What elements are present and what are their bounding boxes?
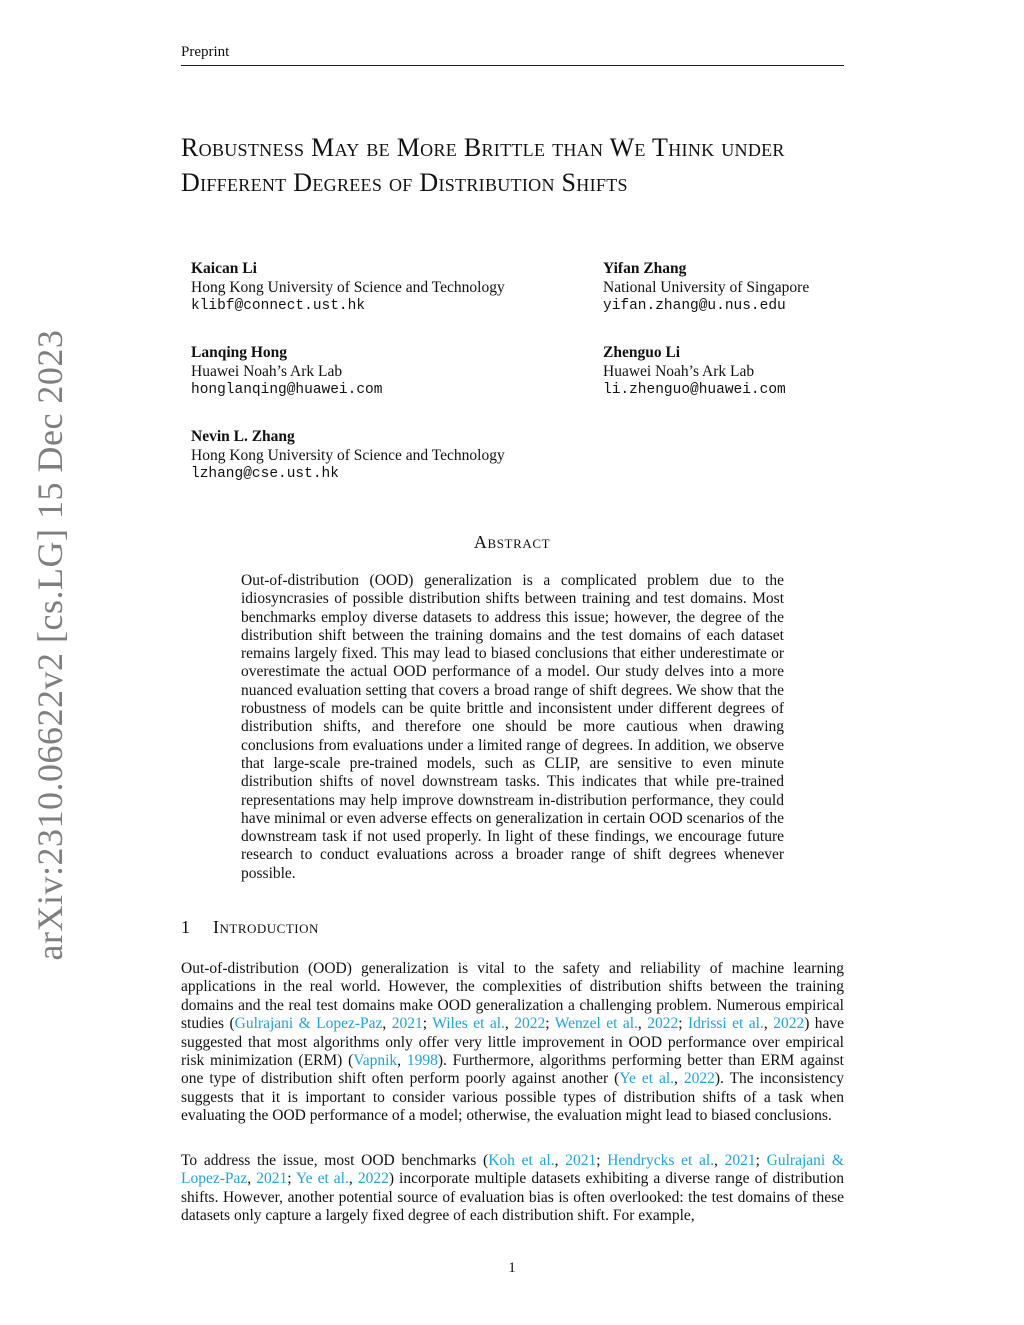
author-name: Nevin L. Zhang <box>191 428 295 445</box>
running-header: Preprint <box>181 44 230 60</box>
citation-link[interactable]: Gulrajani & Lopez-Paz <box>181 1152 844 1188</box>
citation-link[interactable]: Ye et al. <box>619 1070 675 1088</box>
citation-link[interactable]: 2021 <box>256 1170 288 1188</box>
citation-link[interactable]: 2021 <box>565 1152 597 1169</box>
author-email[interactable]: klibf@connect.ust.hk <box>191 298 366 314</box>
header-rule <box>181 65 844 66</box>
citation-link[interactable]: Ye et al. <box>296 1170 349 1188</box>
intro-paragraph-1: Out-of-distribution (OOD) generalization is vital to the safety and reliability of machine learning applications in the real world. However, the complexities of distribution shifts between the training domains and the real test domains make OOD generalization a challenging problem. Numerous empirical studies (Gulrajani & Lopez-Paz, 2021; Wiles et al., 2022; Wenzel et al., 2022; Idrissi et al., 2022) have suggested that most algorithms only offer very little improvement in OOD performance over empirical risk minimization (ERM) (Vapnik, 1998). Furthermore, algorithms performing better than ERM against one type of distribution shift often perform poorly against another (Ye et al., 2022). The inconsistency suggests that it is important to consider various possible types of distribution shifts of a task when evaluating the OOD performance of a model; otherwise, the evaluation might lead to biased conclusions. <box>181 960 845 1125</box>
author-name: Kaican Li <box>191 260 257 277</box>
author-affiliation: Hong Kong University of Science and Technology <box>191 447 505 464</box>
arxiv-stamp: arXiv:2310.06622v2 [cs.LG] 15 Dec 2023 <box>30 329 70 961</box>
author-email[interactable]: honglanqing@huawei.com <box>191 382 383 398</box>
citation-link[interactable]: 2022 <box>773 1015 805 1033</box>
section-title: Introduction <box>213 917 319 937</box>
citation-link[interactable]: 2022 <box>514 1015 546 1033</box>
citation-link[interactable]: Wenzel et al. <box>554 1015 638 1033</box>
author-affiliation: Huawei Noah’s Ark Lab <box>191 363 343 380</box>
intro-paragraph-2: To address the issue, most OOD benchmarks (Koh et al., 2021; Hendrycks et al., 2021; Gulrajani & Lopez-Paz, 2021; Ye et al., 2022) incorporate multiple datasets exhibiting a diverse range of distribution shifts. However, another potential source of evaluation bias is often overlooked: the test domains of these datasets only capture a largely fixed degree of each distribution shift. For example, <box>181 1152 845 1225</box>
author-name: Yifan Zhang <box>603 260 687 277</box>
citation-link[interactable]: Hendrycks et al. <box>607 1152 715 1169</box>
citation-link[interactable]: Wiles et al. <box>432 1015 505 1033</box>
author-name: Zhenguo Li <box>603 344 681 361</box>
author-affiliation: Hong Kong University of Science and Technology <box>191 279 505 296</box>
page-number: 1 <box>508 1260 516 1276</box>
abstract-heading: Abstract <box>473 532 551 552</box>
title-text: Robustness May be More Brittle than We Think under Different Degrees of Distribution Shifts <box>181 133 785 197</box>
section-number: 1 <box>181 917 190 937</box>
citation-link[interactable]: Gulrajani & Lopez-Paz <box>234 1015 383 1033</box>
author-affiliation: Huawei Noah’s Ark Lab <box>603 363 755 380</box>
citation-link[interactable]: Idrissi et al. <box>687 1015 764 1033</box>
author-email[interactable]: lzhang@cse.ust.hk <box>191 466 339 482</box>
section-heading <box>181 917 319 938</box>
citation-link[interactable]: 2022 <box>647 1015 679 1033</box>
author-name: Lanqing Hong <box>191 344 288 361</box>
author-block <box>191 259 505 316</box>
author-block <box>603 343 786 400</box>
author-block <box>191 343 382 400</box>
arxiv-stamp-container <box>28 329 72 961</box>
citation-link[interactable]: 2022 <box>683 1070 715 1088</box>
paper-title <box>181 130 861 200</box>
author-block <box>603 259 809 316</box>
citation-link[interactable]: 2022 <box>357 1170 389 1188</box>
citation-link[interactable]: 2021 <box>724 1152 756 1169</box>
author-block <box>191 427 505 484</box>
citation-link[interactable]: Vapnik <box>353 1052 398 1070</box>
citation-link[interactable]: 2021 <box>391 1015 423 1033</box>
citation-link[interactable]: Koh et al. <box>488 1152 555 1169</box>
author-email[interactable]: li.zhenguo@huawei.com <box>603 382 786 398</box>
abstract-body: Out-of-distribution (OOD) generalization is a complicated problem due to the idiosyncrasies of possible distribution shifts between training and test domains. Most benchmarks employ diverse datasets to address this issue; however, the degree of the distribution shift between the training domains and the test domains of each dataset remains largely fixed. This may lead to biased conclusions that either underestimate or overestimate the actual OOD performance of a model. Our study delves into a more nuanced evaluation setting that covers a broad range of shift degrees. We show that the robustness of models can be quite brittle and inconsistent under different degrees of distribution shifts, and therefore one should be more cautious when drawing conclusions from evaluations under a limited range of degrees. In addition, we observe that large-scale pre-trained models, such as CLIP, are sensitive to even minute distribution shifts of novel downstream tasks. This indicates that while pre-trained representations may help improve downstream in-distribution performance, they could have minimal or even adverse effects on generalization in certain OOD scenarios of the downstream task if not used properly. In light of these findings, we encourage future research to conduct evaluations across a broader range of shift degrees whenever possible. <box>241 572 784 882</box>
author-affiliation: National University of Singapore <box>603 279 810 296</box>
citation-link[interactable]: 1998 <box>406 1052 438 1070</box>
author-email[interactable]: yifan.zhang@u.nus.edu <box>603 298 786 314</box>
